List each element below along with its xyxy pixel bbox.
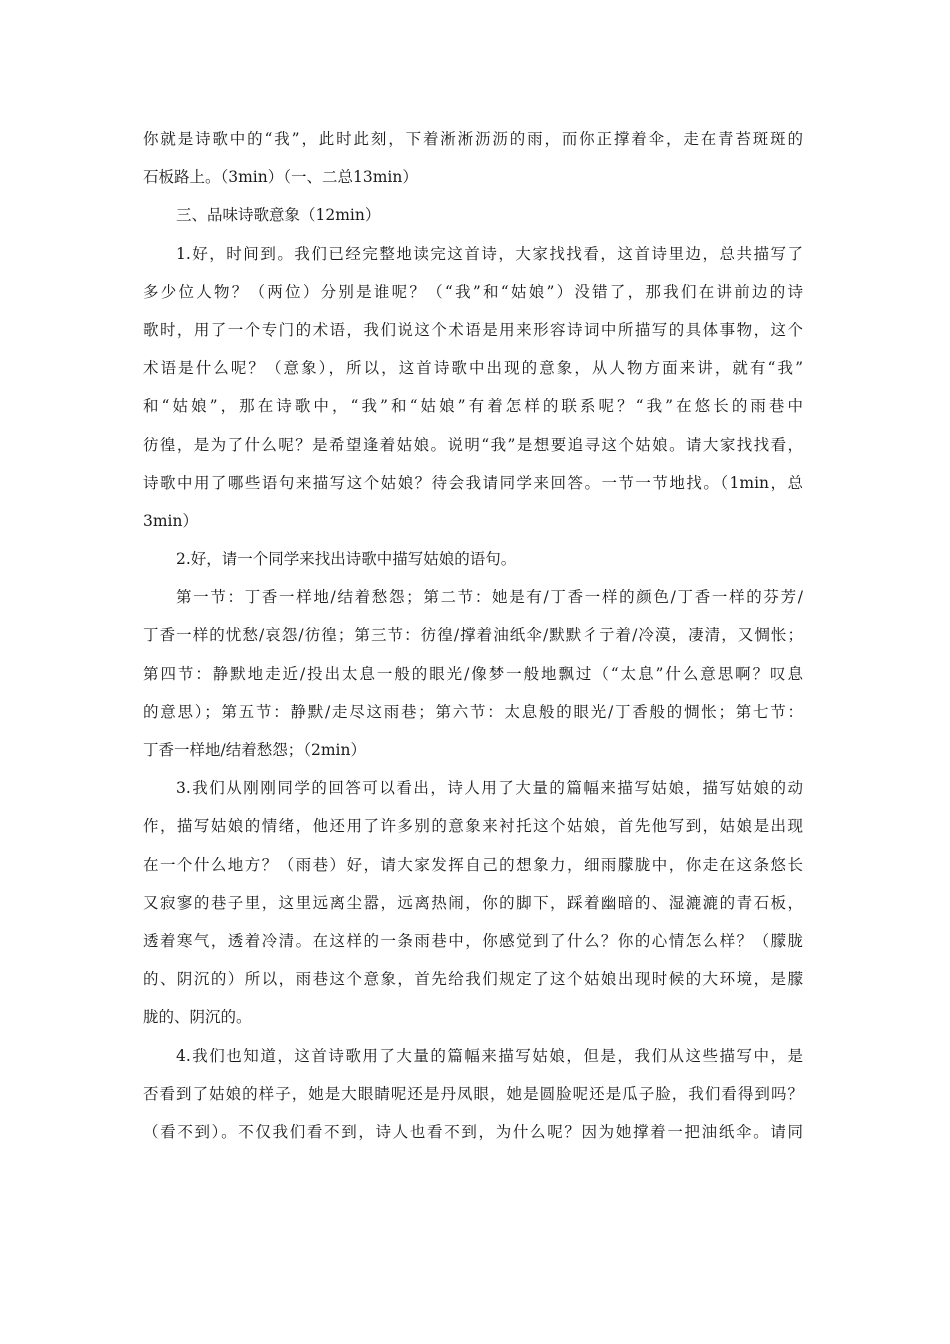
paragraph-line: 你就是诗歌中的“我”，此时此刻，下着淅淅沥沥的雨，而你正撑着伞，走在青苔斑斑的 <box>143 130 803 148</box>
paragraph-line: 和“姑娘”，那在诗歌中，“我”和“姑娘”有着怎样的联系呢？“我”在悠长的雨巷中 <box>143 397 803 416</box>
paragraph-line: 3min） <box>143 511 198 530</box>
paragraph-line: 诗歌中用了哪些语句来描写这个姑娘？待会我请同学来回答。一节一节地找。（1min，总 <box>143 473 803 492</box>
paragraph-line: 1.好，时间到。我们已经完整地读完这首诗，大家找找看，这首诗里边，总共描写了 <box>176 244 803 263</box>
paragraph-line: 多少位人物？（两位）分别是谁呢？（“我”和“姑娘”）没错了，那我们在讲前边的诗 <box>143 282 803 301</box>
paragraph-line: 3.我们从刚刚同学的回答可以看出，诗人用了大量的篇幅来描写姑娘，描写姑娘的动 <box>176 779 803 798</box>
paragraph-line: 的意思）；第五节：静默/走尽这雨巷；第六节：太息般的眼光/丁香般的惆怅；第七节： <box>143 702 803 721</box>
paragraph-line: 石板路上。（3min）（一、二总13min） <box>143 168 418 187</box>
paragraph-line: 第四节：静默地走近/投出太息一般的眼光/像梦一般地飘过（“太息”什么意思啊？叹息 <box>143 664 803 683</box>
paragraph-line: 2.好，请一个同学来找出诗歌中描写姑娘的语句。 <box>176 550 517 569</box>
paragraph-line: 第一节：丁香一样地/结着愁怨；第二节：她是有/丁香一样的颜色/丁香一样的芬芳/ <box>176 588 803 607</box>
body-text <box>143 120 803 1151</box>
paragraph-line: 又寂寥的巷子里，这里远离尘嚣，远离热闹，你的脚下，踩着幽暗的、湿漉漉的青石板， <box>143 893 803 912</box>
paragraph-line: （看不到）。不仅我们看不到，诗人也看不到，为什么呢？因为她撑着一把油纸伞。请同 <box>143 1122 803 1141</box>
paragraph-line: 歌时，用了一个专门的术语，我们说这个术语是用来形容诗词中所描写的具体事物，这个 <box>143 320 803 339</box>
paragraph-line: 丁香一样的忧愁/哀怨/彷徨；第三节：彷徨/撑着油纸伞/默默彳亍着/冷漠，凄清，又惆怅； <box>143 626 803 645</box>
paragraph-line: 透着寒气，透着冷清。在这样的一条雨巷中，你感觉到了什么？你的心情怎么样？（朦胧 <box>143 931 803 950</box>
paragraph-line: 作，描写姑娘的情绪，他还用了许多别的意象来衬托这个姑娘，首先他写到，姑娘是出现 <box>143 817 803 836</box>
paragraph-line: 胧的、阴沉的。 <box>143 1008 252 1027</box>
paragraph-line: 否看到了姑娘的样子，她是大眼睛呢还是丹凤眼，她是圆脸呢还是瓜子脸，我们看得到吗？ <box>143 1084 803 1103</box>
paragraph-line: 4.我们也知道，这首诗歌用了大量的篇幅来描写姑娘，但是，我们从这些描写中，是 <box>176 1046 803 1065</box>
section-heading: 三、品味诗歌意象（12min） <box>176 206 381 225</box>
paragraph-line: 彷徨，是为了什么呢？是希望逢着姑娘。说明“我”是想要追寻这个姑娘。请大家找找看， <box>143 435 803 454</box>
paragraph-line: 术语是什么呢？（意象），所以，这首诗歌中出现的意象，从人物方面来讲，就有“我” <box>143 359 803 378</box>
paragraph-line: 丁香一样地/结着愁怨；（2min） <box>143 741 366 759</box>
paragraph-line: 在一个什么地方？（雨巷）好，请大家发挥自己的想象力，细雨朦胧中，你走在这条悠长 <box>143 855 803 874</box>
paragraph-line: 的、阴沉的）所以，雨巷这个意象，首先给我们规定了这个姑娘出现时候的大环境，是朦 <box>143 970 803 989</box>
